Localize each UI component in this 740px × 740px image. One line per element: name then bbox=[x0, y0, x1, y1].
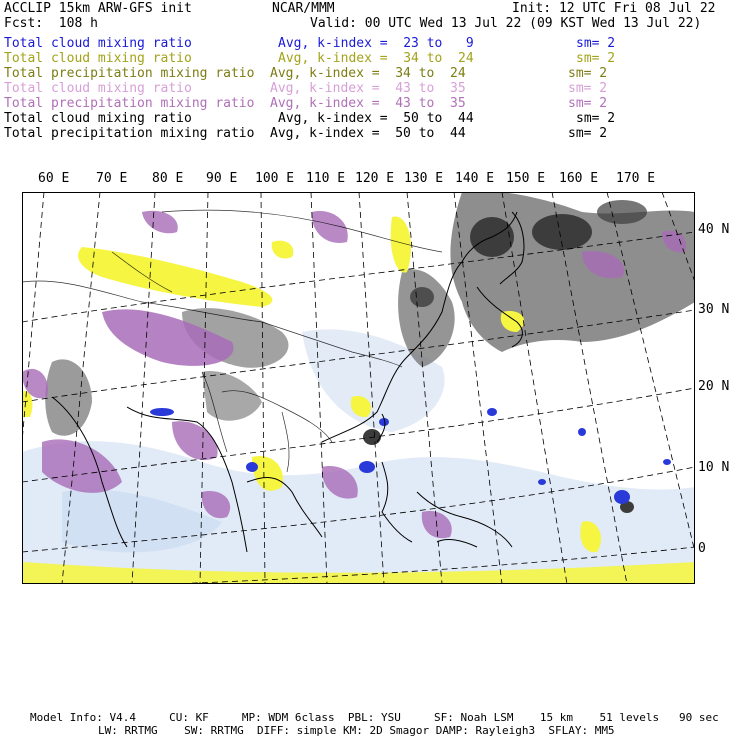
lon-label: 60 E bbox=[38, 171, 70, 186]
lat-label: 20 N bbox=[698, 379, 730, 394]
lon-label: 170 E bbox=[616, 171, 656, 186]
init-time: Init: 12 UTC Fri 08 Jul 22 bbox=[512, 1, 716, 16]
lon-label: 80 E bbox=[152, 171, 184, 186]
legend-avg-3: Avg, k-index = 34 to 24 bbox=[270, 66, 466, 81]
lon-label: 150 E bbox=[506, 171, 546, 186]
forecast-hour: Fcst: 108 h bbox=[4, 16, 98, 31]
legend-sm-1: sm= 2 bbox=[576, 36, 616, 51]
model-info-line-1: Model Info: V4.4 CU: KF MP: WDM 6class PBL: YSU SF: Noah LSM 15 km 51 levels 90 sec bbox=[30, 711, 719, 724]
legend-sm-7: sm= 2 bbox=[568, 126, 608, 141]
legend-avg-1: Avg, k-index = 23 to 9 bbox=[278, 36, 474, 51]
legend-sm-3: sm= 2 bbox=[568, 66, 608, 81]
organization-label: NCAR/MMM bbox=[272, 1, 335, 16]
lon-label: 160 E bbox=[559, 171, 599, 186]
valid-time: Valid: 00 UTC Wed 13 Jul 22 (09 KST Wed 13 Jul 22) bbox=[310, 16, 702, 31]
lat-label: 10 N bbox=[698, 460, 730, 475]
legend-field-1: Total cloud mixing ratio bbox=[4, 36, 192, 51]
legend-avg-6: Avg, k-index = 50 to 44 bbox=[278, 111, 474, 126]
lon-label: 120 E bbox=[355, 171, 395, 186]
legend-sm-4: sm= 2 bbox=[568, 81, 608, 96]
lon-label: 90 E bbox=[206, 171, 238, 186]
lon-label: 110 E bbox=[306, 171, 346, 186]
legend-avg-7: Avg, k-index = 50 to 44 bbox=[270, 126, 466, 141]
lat-label: 0 bbox=[698, 541, 706, 556]
legend-avg-4: Avg, k-index = 43 to 35 bbox=[270, 81, 466, 96]
forecast-map bbox=[22, 192, 695, 584]
legend-field-2: Total cloud mixing ratio bbox=[4, 51, 192, 66]
legend-avg-5: Avg, k-index = 43 to 35 bbox=[270, 96, 466, 111]
lon-label: 70 E bbox=[96, 171, 128, 186]
legend-sm-5: sm= 2 bbox=[568, 96, 608, 111]
legend-field-7: Total precipitation mixing ratio bbox=[4, 126, 255, 141]
lon-label: 100 E bbox=[255, 171, 295, 186]
lat-label: 40 N bbox=[698, 222, 730, 237]
plot-title: ACCLIP 15km ARW-GFS init bbox=[4, 1, 192, 16]
legend-field-5: Total precipitation mixing ratio bbox=[4, 96, 255, 111]
legend-field-3: Total precipitation mixing ratio bbox=[4, 66, 255, 81]
legend-field-4: Total cloud mixing ratio bbox=[4, 81, 192, 96]
legend-sm-6: sm= 2 bbox=[576, 111, 616, 126]
legend-field-6: Total cloud mixing ratio bbox=[4, 111, 192, 126]
lon-label: 140 E bbox=[455, 171, 495, 186]
legend-sm-2: sm= 2 bbox=[576, 51, 616, 66]
model-info-line-2: LW: RRTMG SW: RRTMG DIFF: simple KM: 2D Smagor DAMP: Rayleigh3 SFLAY: MM5 bbox=[98, 724, 615, 737]
lon-label: 130 E bbox=[404, 171, 444, 186]
legend-avg-2: Avg, k-index = 34 to 24 bbox=[278, 51, 474, 66]
lat-label: 30 N bbox=[698, 302, 730, 317]
